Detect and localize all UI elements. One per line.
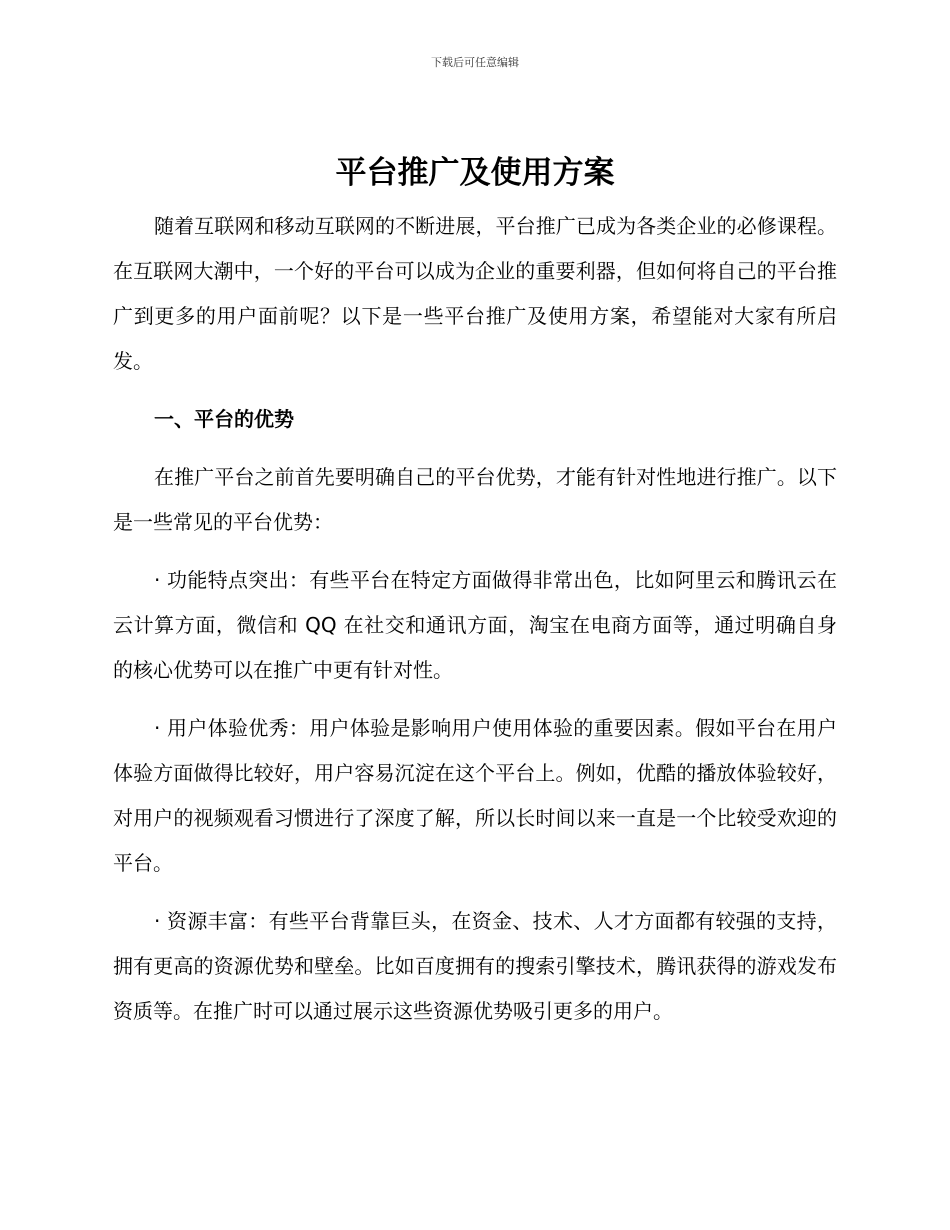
intro-paragraph: 随着互联网和移动互联网的不断进展，平台推广已成为各类企业的必修课程。在互联网大潮中，一个好的平台可以成为企业的重要利器，但如何将自己的平台推广到更多的用户面前呢？以下是一些平台推广及使用方案，希望能对大家有所启发。 <box>113 214 837 373</box>
document-body <box>113 148 837 1034</box>
section-heading: 一、平台的优势 <box>154 407 294 431</box>
advantage-item-resources: · 资源丰富：有些平台背靠巨头，在资金、技术、人才方面都有较强的支持，拥有更高的资源优势和壁垒。比如百度拥有的搜索引擎技术，腾讯获得的游戏发布资质等。在推广时可以通过展示这些资源优势吸引更多的用户。 <box>113 909 837 1023</box>
advantage-item-user-experience: · 用户体验优秀：用户体验是影响用户使用体验的重要因素。假如平台在用户体验方面做得比较好，用户容易沉淀在这个平台上。例如，优酷的播放体验较好，对用户的视频观看习惯进行了深度了解，所以长时间以来一直是一个比较受欢迎的平台。 <box>113 716 837 875</box>
page-header-note: 下载后可任意编辑 <box>431 56 519 69</box>
section-lead-paragraph: 在推广平台之前首先要明确自己的平台优势，才能有针对性地进行推广。以下是一些常见的平台优势： <box>113 465 837 534</box>
advantage-item-features: · 功能特点突出：有些平台在特定方面做得非常出色，比如阿里云和腾讯云在云计算方面，微信和 QQ 在社交和通讯方面，淘宝在电商方面等，通过明确自身的核心优势可以在推广中更有针对性。 <box>113 568 837 682</box>
document-title: 平台推广及使用方案 <box>335 155 615 191</box>
